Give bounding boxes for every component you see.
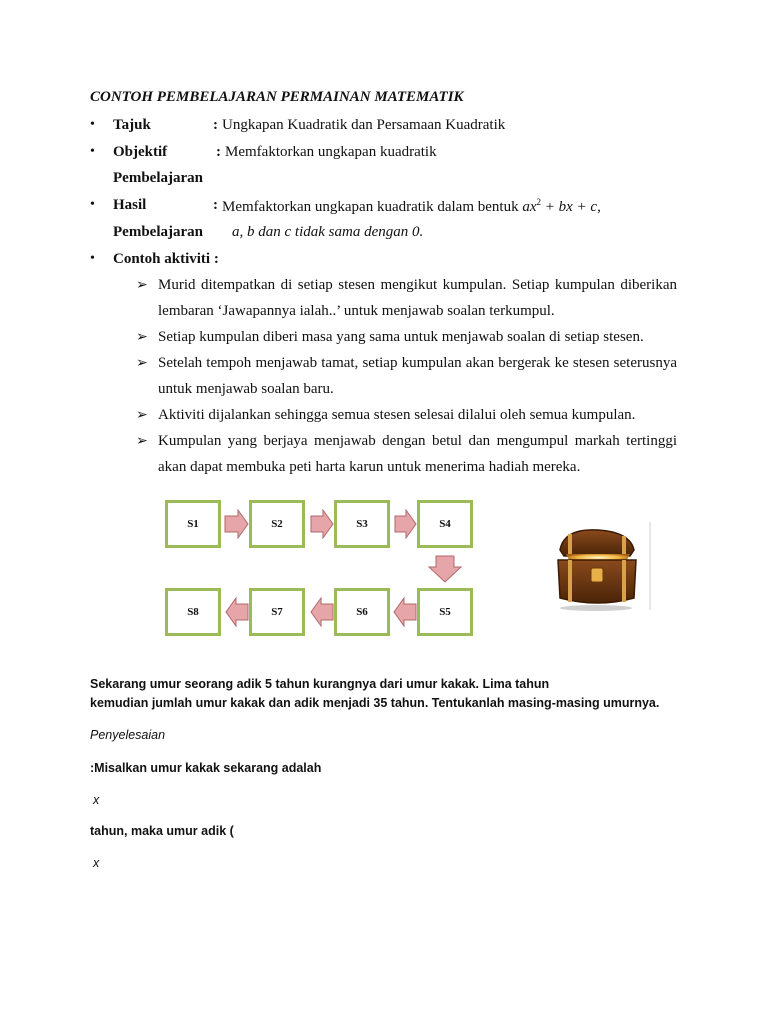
bullet-icon: • [90, 197, 95, 212]
bullet-icon: • [90, 251, 95, 266]
activity-1-line-1: Murid ditempatkan di setiap stesen mengikut kumpulan. Setiap kumpulan diberikan [158, 277, 677, 293]
formula-exponent: 2 [536, 197, 541, 207]
solution-label: Penyelesaian [90, 728, 166, 742]
solution-line-2: tahun, maka umur adik ( [90, 824, 234, 838]
activity-5-line-1: Kumpulan yang berjaya menjawab dengan betul dan mengumpul markah tertinggi [158, 433, 677, 449]
tajuk-label: Tajuk [113, 117, 151, 133]
objektif-label: Objektif [113, 144, 168, 160]
arrow-left-icon [311, 598, 333, 626]
variable-x-1: x [93, 793, 100, 807]
hasil-colon: : [213, 197, 218, 213]
station-s4: S4 [417, 500, 473, 548]
arrow-bullet-icon: ➢ [136, 356, 148, 371]
arrow-bullet-icon: ➢ [136, 278, 148, 293]
activity-4-line-1: Aktiviti dijalankan sehingga semua stesen selesai dilalui oleh semua kumpulan. [158, 407, 636, 423]
activities-label: Contoh aktiviti : [113, 251, 219, 267]
station-s2: S2 [249, 500, 305, 548]
station-s1: S1 [165, 500, 221, 548]
arrow-left-icon [394, 598, 416, 626]
arrow-bullet-icon: ➢ [136, 330, 148, 345]
hasil-note: a, b dan c tidak sama dengan 0. [232, 224, 424, 240]
activity-1-line-2: lembaran ‘Jawapannya ialah..’ untuk menjawab soalan terkumpul. [158, 303, 555, 319]
bullet-icon: • [90, 144, 95, 159]
arrow-left-icon [226, 598, 248, 626]
arrow-down-icon [429, 556, 461, 582]
station-s6: S6 [334, 588, 390, 636]
arrow-right-icon [225, 510, 248, 538]
objektif-colon: : [216, 144, 221, 160]
objektif-value: Memfaktorkan ungkapan kuadratik [225, 144, 437, 160]
activity-3-line-2: untuk menjawab soalan baru. [158, 381, 334, 397]
hasil-label-2: Pembelajaran [113, 224, 203, 240]
station-s3: S3 [334, 500, 390, 548]
arrow-right-icon [395, 510, 416, 538]
station-s5: S5 [417, 588, 473, 636]
formula-rest: + bx + c [541, 199, 598, 215]
formula-ax: ax [522, 199, 537, 215]
solution-line-1: :Misalkan umur kakak sekarang adalah [90, 761, 322, 775]
hasil-text: Memfaktorkan ungkapan kuadratik dalam bentuk [222, 199, 519, 215]
activity-5-line-2: akan dapat membuka peti harta karun untuk menerima hadiah mereka. [158, 459, 581, 475]
tajuk-value: Ungkapan Kuadratik dan Persamaan Kuadratik [222, 117, 506, 133]
activity-3-line-1: Setelah tempoh menjawab tamat, setiap kumpulan akan bergerak ke stesen seterusnya [158, 355, 677, 371]
treasure-chest-icon [540, 520, 652, 612]
hasil-label: Hasil [113, 197, 147, 213]
bullet-icon: • [90, 117, 95, 132]
arrow-bullet-icon: ➢ [136, 434, 148, 449]
problem-line-2: kemudian jumlah umur kakak dan adik menjadi 35 tahun. Tentukanlah masing-masing umurnya. [90, 696, 660, 710]
variable-x-2: x [93, 856, 100, 870]
objektif-label-2: Pembelajaran [113, 170, 203, 186]
station-s8: S8 [165, 588, 221, 636]
tajuk-colon: : [213, 117, 218, 133]
formula-comma: , [597, 199, 601, 215]
station-s7: S7 [249, 588, 305, 636]
arrow-right-icon [311, 510, 333, 538]
problem-line-1: Sekarang umur seorang adik 5 tahun kurangnya dari umur kakak. Lima tahun [90, 677, 550, 691]
page-title: CONTOH PEMBELAJARAN PERMAINAN MATEMATIK [90, 89, 464, 105]
activity-2-line-1: Setiap kumpulan diberi masa yang sama untuk menjawab soalan di setiap stesen. [158, 329, 644, 345]
arrow-bullet-icon: ➢ [136, 408, 148, 423]
